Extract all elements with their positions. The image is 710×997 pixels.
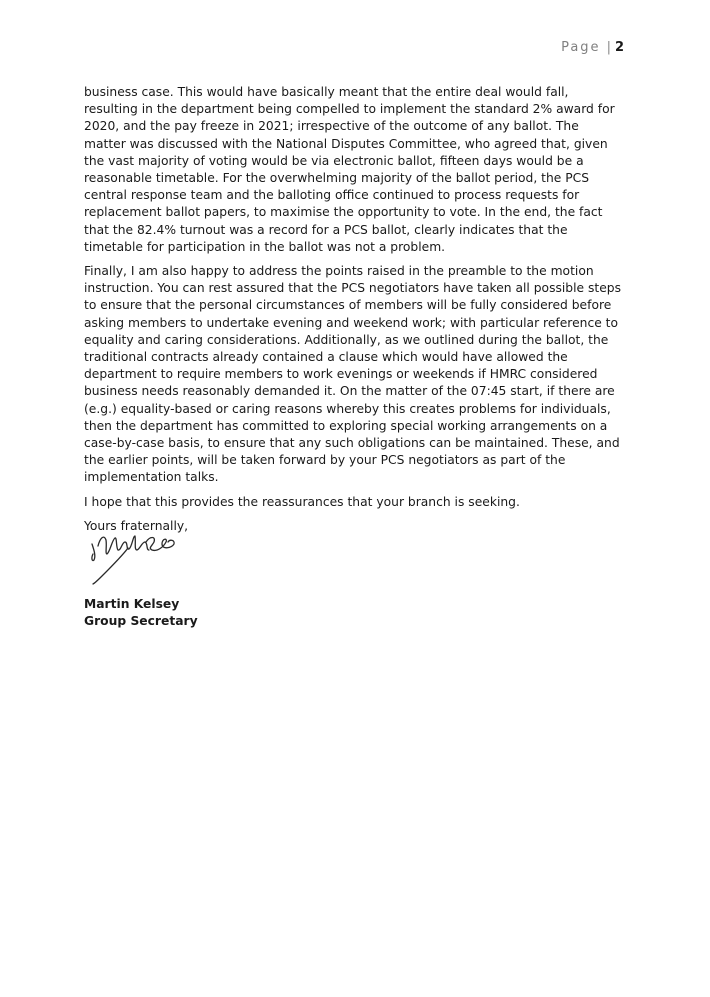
signatory-block xyxy=(84,596,198,630)
paragraph-motion-preamble: Finally, I am also happy to address the points raised in the preamble to the motion instruction. You can rest assured that the PCS negotiators have taken all possible steps to ensure that the personal circumstances of members will be fully considered before asking members to undertake evening and weekend work; with particular reference to equality and caring considerations. Additionally, as we outlined during the ballot, the traditional contracts already contained a clause which would have allowed the department to require members to work evenings or weekends if HMRC considered business needs reasonably demanded it. On the matter of the 07:45 start, if there are (e.g.) equality-based or caring reasons whereby this creates problems for individuals, then the department has committed to exploring special working arrangements on a case-by-case basis, to ensure that any such obligations can be maintained. These, and the earlier points, will be taken forward by your PCS negotiators as part of the implementation talks. xyxy=(84,264,622,485)
handwritten-signature xyxy=(88,524,188,586)
page-header xyxy=(561,40,624,55)
letter-body xyxy=(84,84,624,542)
sign-off: Yours fraternally, xyxy=(84,518,189,533)
page-label: Page xyxy=(561,40,601,55)
signatory-title: Group Secretary xyxy=(84,614,198,628)
paragraph-reassurance: I hope that this provides the reassurances that your branch is seeking. xyxy=(84,494,520,509)
page-separator: | xyxy=(606,40,611,55)
page-number: 2 xyxy=(614,40,624,55)
signatory-name: Martin Kelsey xyxy=(84,597,180,611)
paragraph-ballot-timetable: business case. This would have basically meant that the entire deal would fall, resulting in the department being compelled to implement the standard 2% award for 2020, and the pay freeze in 2021; irrespective of the outcome of any ballot. The matter was discussed with the National Disputes Committee, who agreed that, given the vast majority of voting would be via electronic ballot, fifteen days would be a reasonable timetable. For the overwhelming majority of the ballot period, the PCS central response team and the balloting office continued to process requests for replacement ballot papers, to maximise the opportunity to vote. In the end, the fact that the 82.4% turnout was a record for a PCS ballot, clearly indicates that the timetable for participation in the ballot was not a problem. xyxy=(84,85,615,254)
